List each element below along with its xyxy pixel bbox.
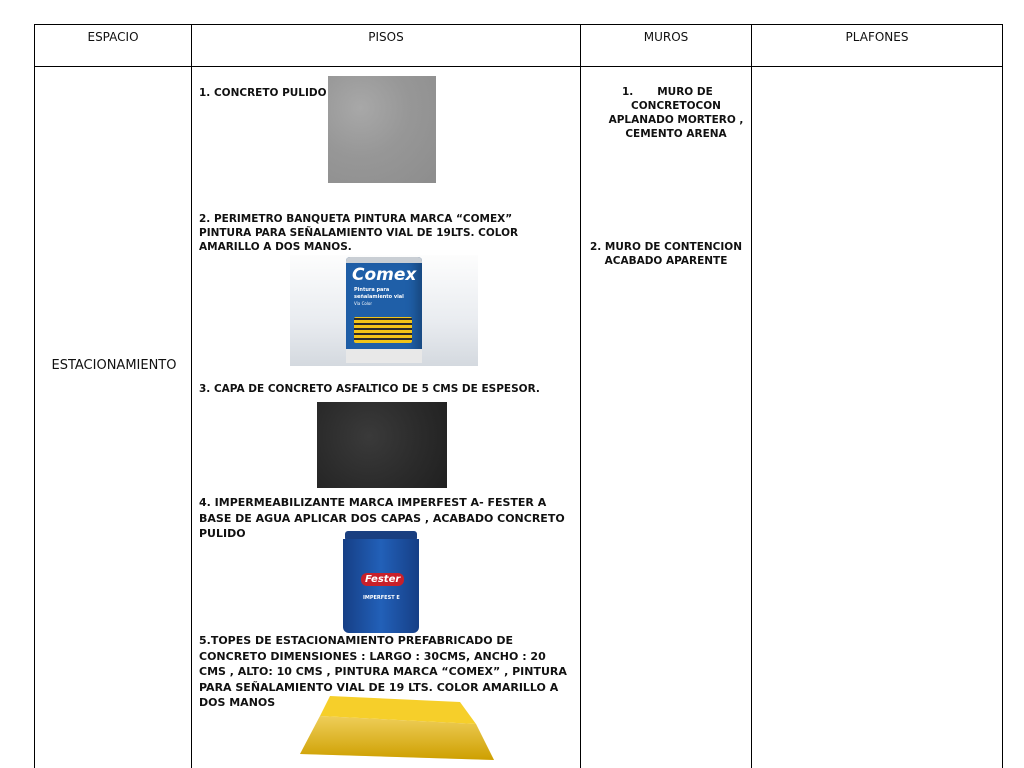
pisos-item-4: 4. IMPERMEABILIZANTE MARCA IMPERFEST A- FESTER A BASE DE AGUA APLICAR DOS CAPAS , ACABADO CONCRETO PULIDO <box>199 496 565 540</box>
header-pisos: PISOS <box>368 30 404 44</box>
muros-item-1-number: 1. <box>622 86 634 98</box>
comex-paint-can-image <box>290 255 478 366</box>
comex-brand-label: Comex <box>352 265 417 285</box>
header-espacio: ESPACIO <box>87 30 139 44</box>
fester-brand-label: Fester <box>361 573 404 586</box>
pisos-item-5: 5.TOPES DE ESTACIONAMIENTO PREFABRICADO DE CONCRETO DIMENSIONES : LARGO : 30CMS, ANCHO : 20 CMS , ALTO: 10 CMS , PINTURA MARCA “COMEX” , PINTURA PARA SEÑALAMIENTO VIAL DE 19 LTS. COLOR AMARILLO A DOS MANOS <box>199 634 567 709</box>
parking-stop-image <box>300 690 496 768</box>
asphalt-image <box>317 402 447 488</box>
pisos-item-1: 1. CONCRETO PULIDO <box>199 87 327 99</box>
fester-bucket-image <box>343 531 419 633</box>
pisos-item-3: 3. CAPA DE CONCRETO ASFALTICO DE 5 CMS DE ESPESOR. <box>199 383 540 395</box>
muros-item-2: 2. MURO DE CONTENCION ACABADO APARENTE <box>589 241 742 267</box>
header-muros: MUROS <box>643 30 689 44</box>
comex-subtitle-1: Pintura para <box>354 287 390 293</box>
muros-item-1: MURO DE CONCRETOCON APLANADO MORTERO , CEMENTO ARENA <box>608 86 744 140</box>
comex-subtitle-3: Vía Color <box>354 301 373 306</box>
fester-subtitle-label: IMPERFEST E <box>363 595 400 601</box>
polished-concrete-image <box>328 76 436 183</box>
header-plafones: PLAFONES <box>845 30 909 44</box>
espacio-label: ESTACIONAMIENTO <box>51 358 177 373</box>
pisos-item-2: 2. PERIMETRO BANQUETA PINTURA MARCA “COMEX” PINTURA PARA SEÑALAMIENTO VIAL DE 19LTS. COLOR AMARILLO A DOS MANOS. <box>199 213 519 253</box>
comex-subtitle-2: señalamiento vial <box>354 294 404 300</box>
